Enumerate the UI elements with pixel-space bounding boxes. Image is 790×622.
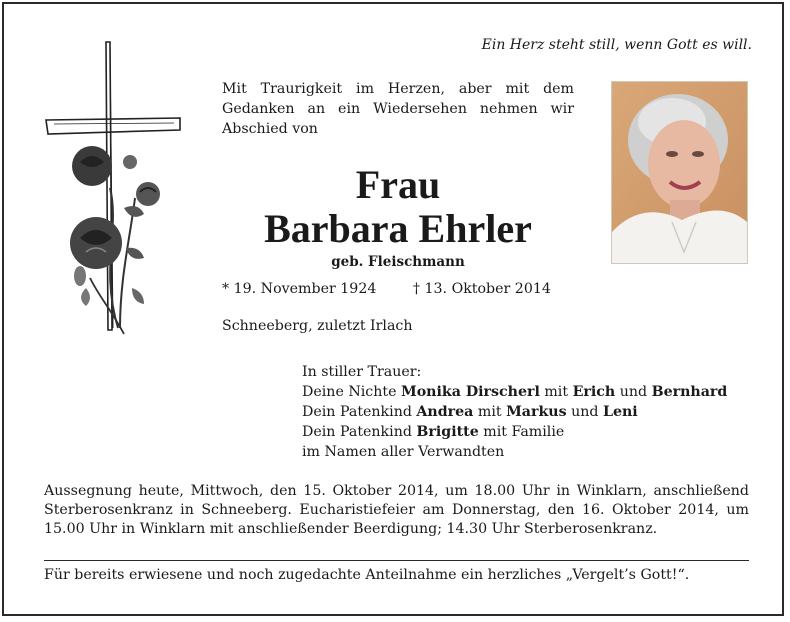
portrait-photo: [611, 81, 748, 264]
life-dates: [222, 281, 551, 297]
residence: Schneeberg, zuletzt Irlach: [222, 318, 413, 334]
motto: Ein Herz steht still, wenn Gott es will.: [481, 37, 752, 53]
mourner-text: und: [566, 404, 603, 420]
mourner-name: Bernhard: [651, 384, 728, 400]
funeral-info: Aussegnung heute, Mittwoch, den 15. Oktober 2014, um 18.00 Uhr in Winklarn, anschließend Sterberosenkranz in Schneeberg. Eucharistiefeier am Donnerstag, den 16. Oktober 2014, um 15.00 Uhr in Winklarn mit anschließender Beerdigung; 14.30 Uhr Sterberosenkranz.: [44, 483, 749, 537]
mourner-text: mit: [539, 384, 573, 400]
mourner-name: Brigitte: [416, 424, 479, 440]
thanks-text: Für bereits erwiesene und noch zugedachte Anteilnahme ein herzliches „Vergelt’s Gott!“.: [44, 567, 690, 583]
death-date: † 13. Oktober 2014: [412, 281, 551, 297]
mourner-name: Monika Dirscherl: [401, 384, 540, 400]
mourner-text: und: [615, 384, 652, 400]
mourner-name: Leni: [602, 404, 638, 420]
mourner-text: Dein Patenkind: [302, 424, 417, 440]
mourner-text: mit: [473, 404, 507, 420]
mourner-name: Andrea: [416, 404, 474, 420]
mourners-heading: In stiller Trauer:: [302, 364, 422, 380]
mourners-block: [302, 362, 727, 462]
mourner-line: [302, 382, 727, 402]
deceased-name: Barbara Ehrler: [264, 206, 532, 251]
mourner-text: Dein Patenkind: [302, 404, 417, 420]
cross-with-roses-icon: [40, 38, 190, 338]
mourner-text: mit Familie: [478, 424, 565, 440]
mourner-line: im Namen aller Verwandten: [302, 444, 505, 460]
title-salutation: Frau: [355, 162, 441, 207]
birth-date: * 19. November 1924: [222, 281, 377, 297]
intro-text: Mit Traurigkeit im Herzen, aber mit dem Gedanken an ein Wiedersehen nehmen wir Abschied von: [222, 81, 574, 137]
divider: [44, 560, 749, 561]
mourner-text: Deine Nichte: [302, 384, 401, 400]
maiden-name: geb. Fleischmann: [331, 254, 465, 270]
mourner-line: [302, 422, 727, 442]
mourner-name: Erich: [572, 384, 616, 400]
mourner-name: Markus: [506, 404, 567, 420]
mourner-line: [302, 402, 727, 422]
